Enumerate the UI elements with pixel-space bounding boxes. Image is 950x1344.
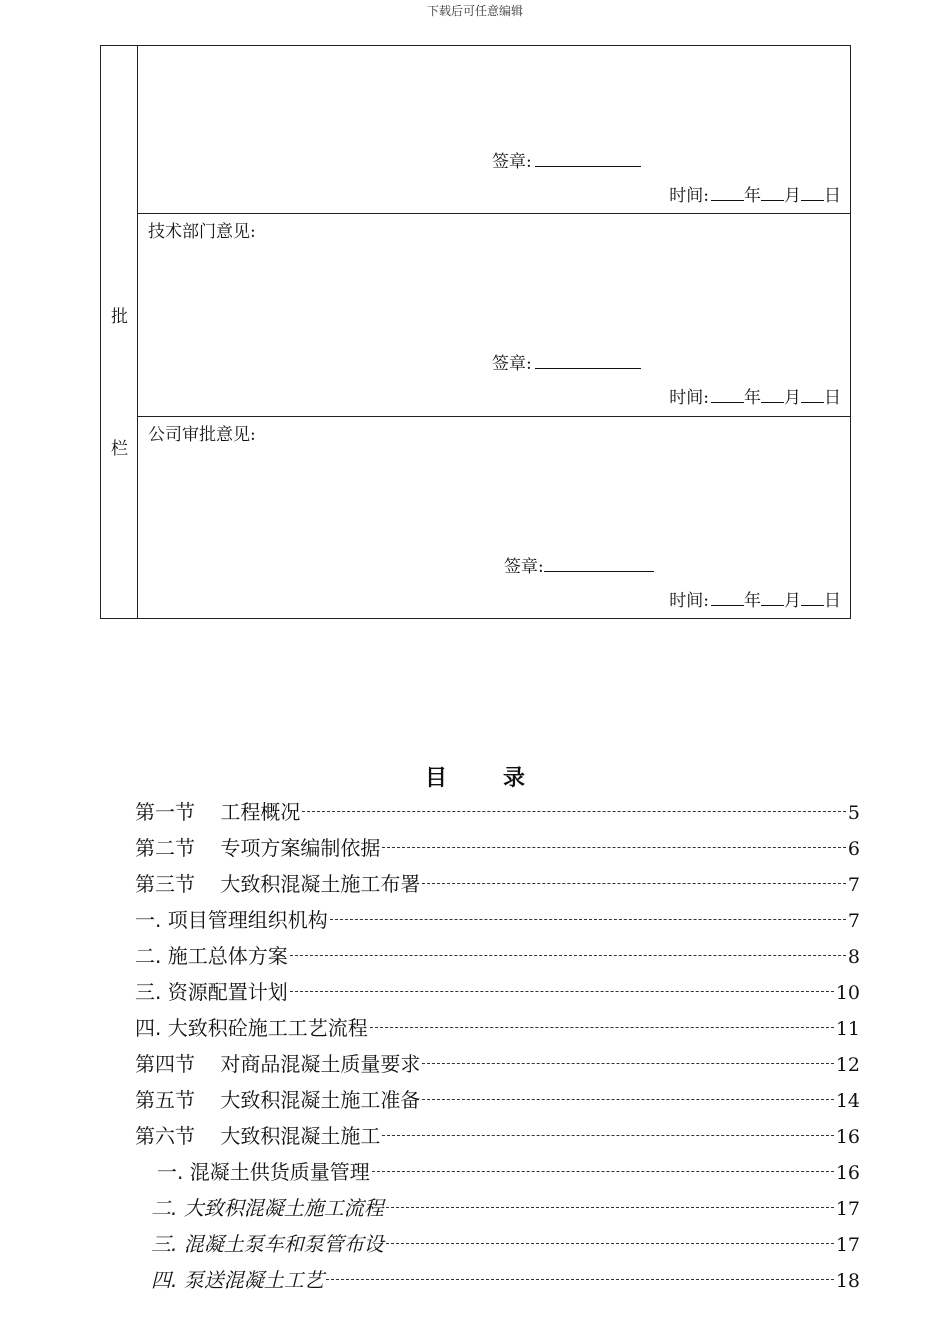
toc-entry[interactable] xyxy=(135,1156,860,1192)
day-blank[interactable] xyxy=(801,387,824,403)
toc-page-number: 10 xyxy=(835,982,860,1004)
day-label: 日 xyxy=(824,591,841,611)
toc-entry[interactable] xyxy=(135,976,860,1012)
toc-page-number: 12 xyxy=(835,1054,860,1076)
date-prefix: 时间: xyxy=(669,591,709,611)
toc-leader xyxy=(422,1063,833,1064)
toc-leader xyxy=(290,955,846,956)
tech-dept-opinion-label: 技术部门意见: xyxy=(148,222,256,242)
year-label: 年 xyxy=(744,591,761,611)
side-label-char: 栏 xyxy=(111,439,128,459)
signature-blank[interactable] xyxy=(535,151,641,167)
side-label-char: 批 xyxy=(111,307,128,327)
toc-page-number: 7 xyxy=(847,874,860,896)
toc-leader xyxy=(370,1027,834,1028)
toc-leader xyxy=(386,1243,834,1244)
toc-entry-label: 二. 施工总体方案 xyxy=(135,944,288,968)
year-label: 年 xyxy=(744,186,761,206)
toc-entry-label: 三. 混凝土泵车和泵管布设 xyxy=(151,1232,384,1256)
toc-entry[interactable] xyxy=(135,1120,860,1156)
toc-page-number: 14 xyxy=(835,1090,860,1112)
toc-entry[interactable] xyxy=(135,832,860,868)
approval-row xyxy=(138,417,851,619)
signature-blank[interactable] xyxy=(535,353,641,369)
approval-table xyxy=(100,45,851,619)
toc-entry-label: 第五节 大致积混凝土施工准备 xyxy=(135,1088,421,1112)
toc-entry-label: 第三节 大致积混凝土施工布署 xyxy=(135,872,421,896)
toc-entry-label: 第一节 工程概况 xyxy=(135,800,301,824)
toc-page-number: 5 xyxy=(847,802,860,824)
toc-entry-label: 第六节 大致积混凝土施工 xyxy=(135,1124,381,1148)
date-line xyxy=(669,383,841,408)
toc-leader xyxy=(326,1279,834,1280)
toc-entry-label: 二. 大致积混凝土施工流程 xyxy=(151,1196,384,1220)
day-blank[interactable] xyxy=(801,590,824,606)
year-label: 年 xyxy=(744,388,761,408)
toc-page-number: 16 xyxy=(835,1162,860,1184)
year-blank[interactable] xyxy=(711,590,744,606)
month-label: 月 xyxy=(784,186,801,206)
signature-blank[interactable] xyxy=(544,556,654,572)
toc-leader xyxy=(382,847,845,848)
signature-line xyxy=(492,147,641,172)
toc-leader xyxy=(422,1099,833,1100)
toc-page-number: 16 xyxy=(835,1126,860,1148)
toc-title xyxy=(0,761,950,792)
toc-entry[interactable] xyxy=(135,1012,860,1048)
toc-page-number: 18 xyxy=(835,1270,860,1292)
toc-entry[interactable] xyxy=(135,796,860,832)
toc-entry[interactable] xyxy=(135,1048,860,1084)
toc-entry[interactable] xyxy=(135,1084,860,1120)
toc-leader xyxy=(422,883,845,884)
date-prefix: 时间: xyxy=(669,186,709,206)
year-blank[interactable] xyxy=(711,185,744,201)
toc-entry-label: 第四节 对商品混凝土质量要求 xyxy=(135,1052,421,1076)
company-approval-opinion-label: 公司审批意见: xyxy=(148,425,256,445)
date-prefix: 时间: xyxy=(669,388,709,408)
toc-entry-label: 三. 资源配置计划 xyxy=(135,980,288,1004)
year-blank[interactable] xyxy=(711,387,744,403)
toc-entry[interactable] xyxy=(135,1228,860,1264)
signature-label: 签章: xyxy=(492,152,532,172)
toc-entry-label: 第二节 专项方案编制依据 xyxy=(135,836,381,860)
toc-page-number: 17 xyxy=(835,1198,860,1220)
toc-leader xyxy=(290,991,834,992)
table-of-contents xyxy=(135,796,860,1300)
toc-entry[interactable] xyxy=(135,904,860,940)
month-label: 月 xyxy=(784,591,801,611)
signature-line xyxy=(492,349,641,374)
page-header-note: 下载后可任意编辑 xyxy=(426,4,523,18)
month-blank[interactable] xyxy=(761,185,784,201)
month-label: 月 xyxy=(784,388,801,408)
toc-page-number: 17 xyxy=(835,1234,860,1256)
approval-row xyxy=(138,46,851,214)
toc-entry-label: 一. 混凝土供货质量管理 xyxy=(157,1160,370,1184)
signature-label: 签章: xyxy=(504,557,544,577)
day-blank[interactable] xyxy=(801,185,824,201)
toc-entry[interactable] xyxy=(135,1192,860,1228)
day-label: 日 xyxy=(824,388,841,408)
day-label: 日 xyxy=(824,186,841,206)
toc-entry-label: 一. 项目管理组织机构 xyxy=(135,908,328,932)
toc-entry[interactable] xyxy=(135,1264,860,1300)
toc-title-char: 目 xyxy=(424,766,447,791)
signature-line xyxy=(504,552,654,577)
toc-leader xyxy=(372,1171,834,1172)
toc-entry[interactable] xyxy=(135,940,860,976)
toc-title-char: 录 xyxy=(503,766,526,791)
toc-entry-label: 四. 大致积砼施工工艺流程 xyxy=(135,1016,368,1040)
toc-page-number: 8 xyxy=(847,946,860,968)
toc-page-number: 11 xyxy=(835,1018,860,1040)
approval-row xyxy=(138,214,851,417)
toc-leader xyxy=(382,1135,833,1136)
toc-page-number: 7 xyxy=(847,910,860,932)
toc-leader xyxy=(330,919,846,920)
month-blank[interactable] xyxy=(761,387,784,403)
toc-entry[interactable] xyxy=(135,868,860,904)
toc-entry-label: 四. 泵送混凝土工艺 xyxy=(151,1268,324,1292)
date-line xyxy=(669,181,841,206)
signature-label: 签章: xyxy=(492,354,532,374)
toc-leader xyxy=(302,811,845,812)
date-line xyxy=(669,586,841,611)
side-label-column xyxy=(101,46,138,618)
toc-page-number: 6 xyxy=(847,838,860,860)
month-blank[interactable] xyxy=(761,590,784,606)
toc-leader xyxy=(386,1207,834,1208)
